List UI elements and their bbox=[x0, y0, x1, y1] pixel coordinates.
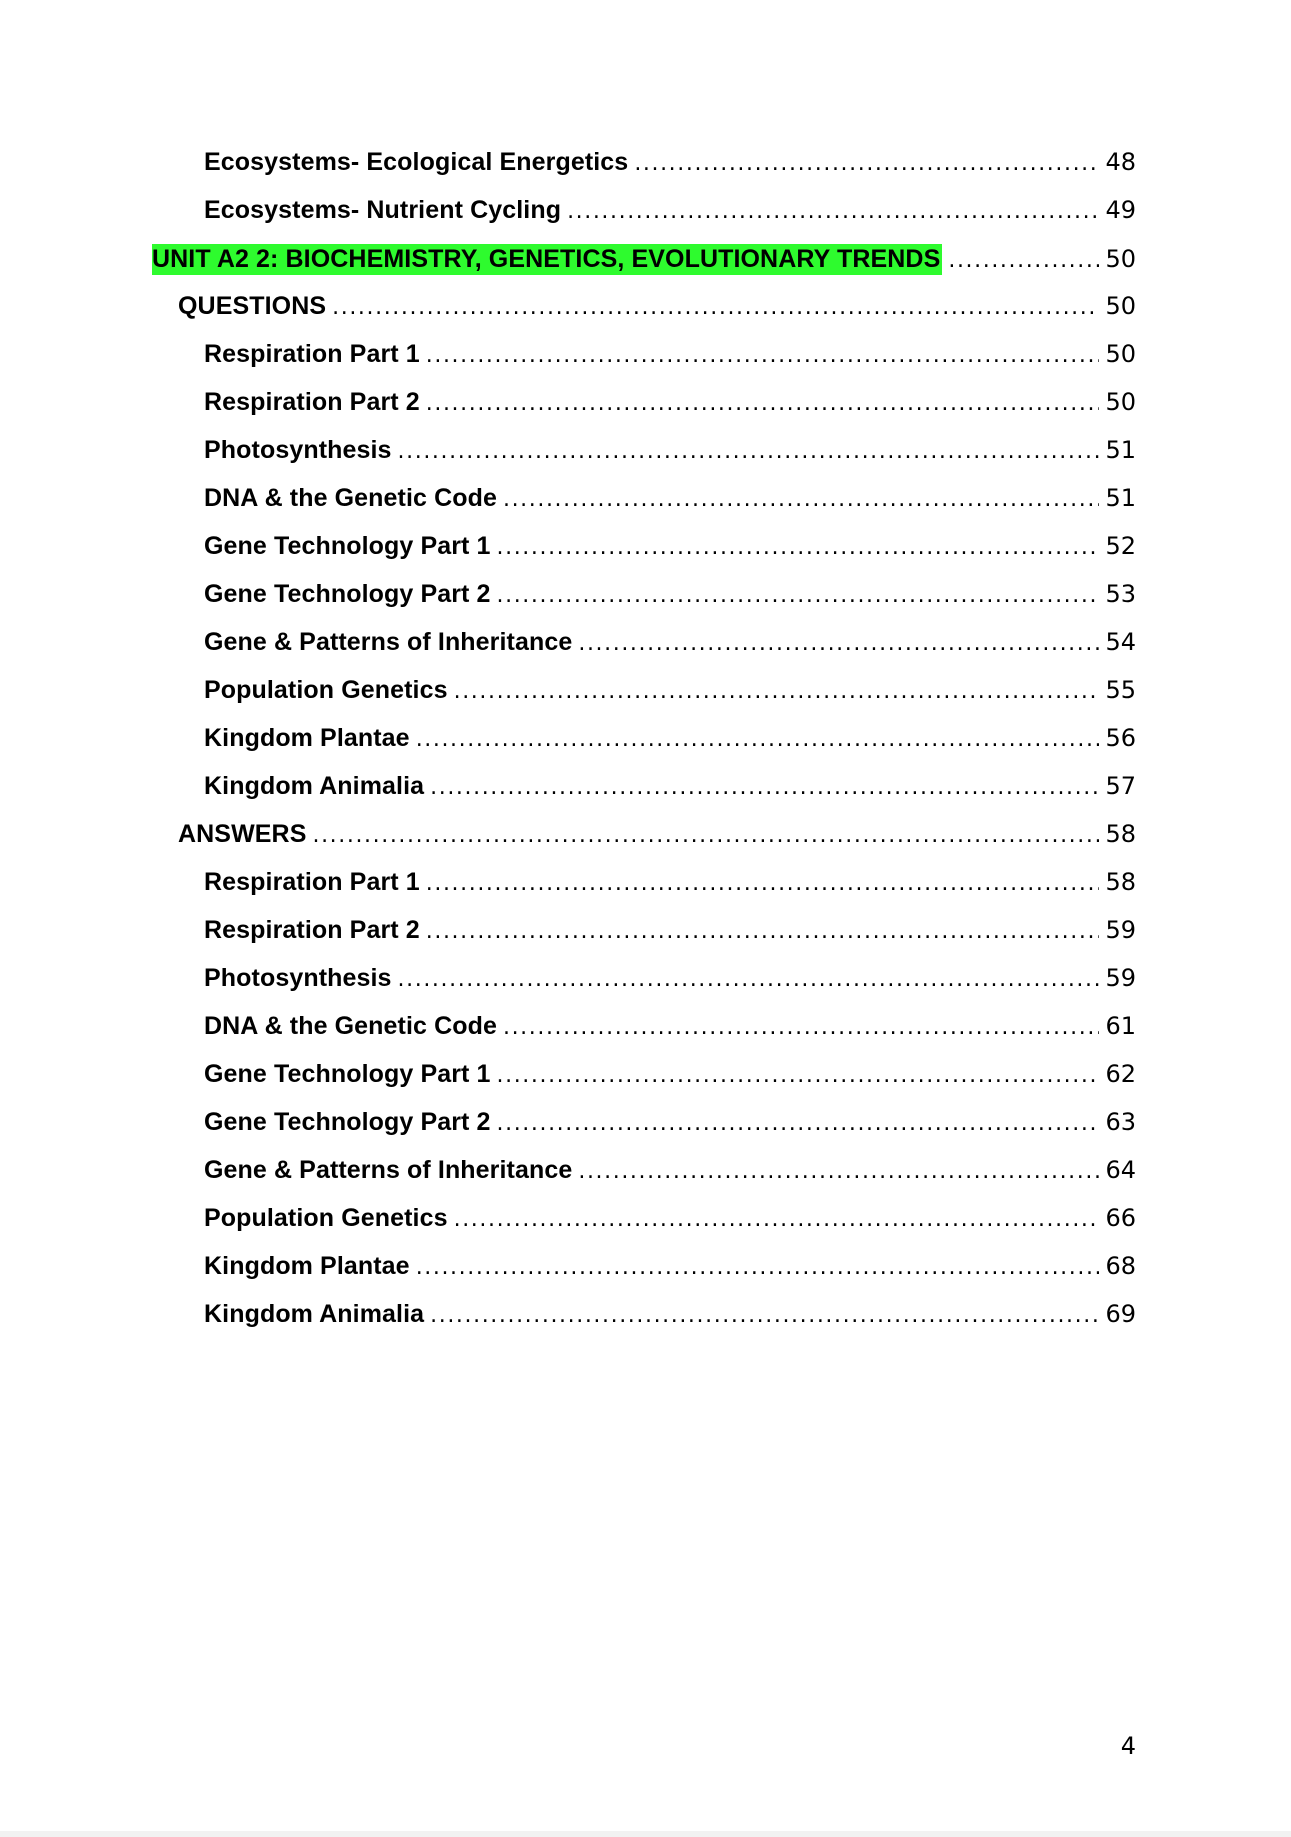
toc-entry-page: 54 bbox=[1105, 628, 1136, 656]
toc-entry-page: 58 bbox=[1105, 868, 1136, 896]
toc-entry[interactable] bbox=[204, 676, 1136, 712]
toc-entry-title: Gene Technology Part 2 bbox=[204, 580, 491, 608]
toc-leader-dots bbox=[634, 151, 1099, 176]
toc-leader-dots bbox=[398, 439, 1100, 464]
toc-entry-page: 64 bbox=[1105, 1156, 1136, 1184]
toc-section-title: ANSWERS bbox=[178, 820, 307, 848]
toc-entry[interactable] bbox=[204, 916, 1136, 952]
toc-entry-title: Respiration Part 1 bbox=[204, 868, 420, 896]
toc-entry-page: 55 bbox=[1105, 676, 1136, 704]
toc-leader-dots bbox=[497, 1111, 1100, 1136]
toc-entry-page: 52 bbox=[1105, 532, 1136, 560]
toc-entry[interactable] bbox=[204, 1300, 1136, 1336]
toc-entry[interactable] bbox=[204, 1156, 1136, 1192]
toc-entry-title: Respiration Part 2 bbox=[204, 388, 420, 416]
toc-leader-dots bbox=[426, 343, 1100, 368]
toc-entry-section-questions[interactable] bbox=[178, 292, 1136, 328]
toc-leader-dots bbox=[416, 727, 1100, 752]
toc-entry-title: Gene Technology Part 1 bbox=[204, 1060, 491, 1088]
toc-entry-title: Gene & Patterns of Inheritance bbox=[204, 628, 573, 656]
toc-leader-dots bbox=[312, 823, 1099, 848]
toc-leader-dots bbox=[497, 1063, 1100, 1088]
toc-leader-dots bbox=[454, 1207, 1100, 1232]
toc-entry-page: 50 bbox=[1105, 388, 1136, 416]
toc-leader-dots bbox=[416, 1255, 1100, 1280]
toc-leader-dots bbox=[332, 295, 1099, 320]
toc-leader-dots bbox=[426, 871, 1100, 896]
toc-entry-title: Gene Technology Part 2 bbox=[204, 1108, 491, 1136]
toc-entry[interactable] bbox=[204, 868, 1136, 904]
page-bottom-edge bbox=[0, 1831, 1291, 1837]
toc-leader-dots bbox=[426, 391, 1100, 416]
toc-entry-page: 51 bbox=[1105, 436, 1136, 464]
toc-entry[interactable] bbox=[204, 1060, 1136, 1096]
toc-entry-page: 50 bbox=[1105, 340, 1136, 368]
toc-leader-dots bbox=[497, 535, 1100, 560]
toc-entry-page: 49 bbox=[1105, 196, 1136, 224]
page-number: 4 bbox=[1120, 1732, 1136, 1760]
toc-entry-title: Respiration Part 2 bbox=[204, 916, 420, 944]
toc-leader-dots bbox=[497, 583, 1100, 608]
toc-entry[interactable] bbox=[204, 484, 1136, 520]
toc-entry[interactable] bbox=[204, 196, 1136, 232]
toc-entry-page: 59 bbox=[1105, 916, 1136, 944]
toc-entry-title: Kingdom Plantae bbox=[204, 1252, 410, 1280]
toc-entry-page: 59 bbox=[1105, 964, 1136, 992]
toc-leader-dots bbox=[578, 1159, 1099, 1184]
toc-entry-page: 58 bbox=[1105, 820, 1136, 848]
toc-entry-title: Population Genetics bbox=[204, 1204, 448, 1232]
toc-entry-page: 50 bbox=[1105, 245, 1136, 273]
toc-entry[interactable] bbox=[204, 964, 1136, 1000]
toc-entry-page: 66 bbox=[1105, 1204, 1136, 1232]
toc-entry-page: 69 bbox=[1105, 1300, 1136, 1328]
toc-entry[interactable] bbox=[204, 1252, 1136, 1288]
toc-entry-title: Kingdom Animalia bbox=[204, 772, 425, 800]
toc-entry-title: Kingdom Animalia bbox=[204, 1300, 425, 1328]
toc-entry-unit-heading[interactable] bbox=[152, 244, 1136, 280]
toc-entry-page: 57 bbox=[1105, 772, 1136, 800]
toc-entry-title: Photosynthesis bbox=[204, 436, 392, 464]
toc-entry-page: 51 bbox=[1105, 484, 1136, 512]
toc-leader-dots bbox=[430, 1303, 1099, 1328]
toc-entry[interactable] bbox=[204, 1012, 1136, 1048]
toc-entry[interactable] bbox=[204, 1108, 1136, 1144]
toc-entry[interactable] bbox=[204, 148, 1136, 184]
toc-entry-title: Respiration Part 1 bbox=[204, 340, 420, 368]
toc-entry-title: Ecosystems- Ecological Energetics bbox=[204, 148, 629, 176]
toc-entry-title: Gene & Patterns of Inheritance bbox=[204, 1156, 573, 1184]
toc-entry-title: DNA & the Genetic Code bbox=[204, 484, 497, 512]
toc-leader-dots bbox=[454, 679, 1100, 704]
toc-entry-page: 63 bbox=[1105, 1108, 1136, 1136]
toc-entry[interactable] bbox=[204, 772, 1136, 808]
toc-entry-page: 53 bbox=[1105, 580, 1136, 608]
toc-entry-title: DNA & the Genetic Code bbox=[204, 1012, 497, 1040]
toc-entry-title: Photosynthesis bbox=[204, 964, 392, 992]
toc-entry-title: Gene Technology Part 1 bbox=[204, 532, 491, 560]
toc-entry[interactable] bbox=[204, 340, 1136, 376]
toc-entry[interactable] bbox=[204, 532, 1136, 568]
toc-entry-page: 56 bbox=[1105, 724, 1136, 752]
toc-entry-title: Population Genetics bbox=[204, 676, 448, 704]
toc-leader-dots bbox=[426, 919, 1100, 944]
toc-unit-title: UNIT A2 2: BIOCHEMISTRY, GENETICS, EVOLUTIONARY TRENDS bbox=[152, 245, 941, 273]
toc-leader-dots bbox=[948, 248, 1099, 273]
toc-leader-dots bbox=[503, 487, 1099, 512]
toc-entry[interactable] bbox=[204, 628, 1136, 664]
toc-leader-dots bbox=[430, 775, 1099, 800]
toc-entry[interactable] bbox=[204, 388, 1136, 424]
toc-leader-dots bbox=[567, 199, 1099, 224]
toc-entry-page: 48 bbox=[1105, 148, 1136, 176]
toc-entry-page: 61 bbox=[1105, 1012, 1136, 1040]
toc-leader-dots bbox=[503, 1015, 1099, 1040]
toc-leader-dots bbox=[578, 631, 1099, 656]
toc-section-title: QUESTIONS bbox=[178, 292, 327, 320]
toc-entry-page: 68 bbox=[1105, 1252, 1136, 1280]
toc-leader-dots bbox=[398, 967, 1100, 992]
toc-entry[interactable] bbox=[204, 1204, 1136, 1240]
toc-entry[interactable] bbox=[204, 724, 1136, 760]
toc-entry-page: 62 bbox=[1105, 1060, 1136, 1088]
toc-entry-title: Ecosystems- Nutrient Cycling bbox=[204, 196, 562, 224]
toc-entry-title: Kingdom Plantae bbox=[204, 724, 410, 752]
toc-entry[interactable] bbox=[204, 580, 1136, 616]
toc-entry[interactable] bbox=[204, 436, 1136, 472]
toc-entry-page: 50 bbox=[1105, 292, 1136, 320]
toc-entry-section-answers[interactable] bbox=[178, 820, 1136, 856]
